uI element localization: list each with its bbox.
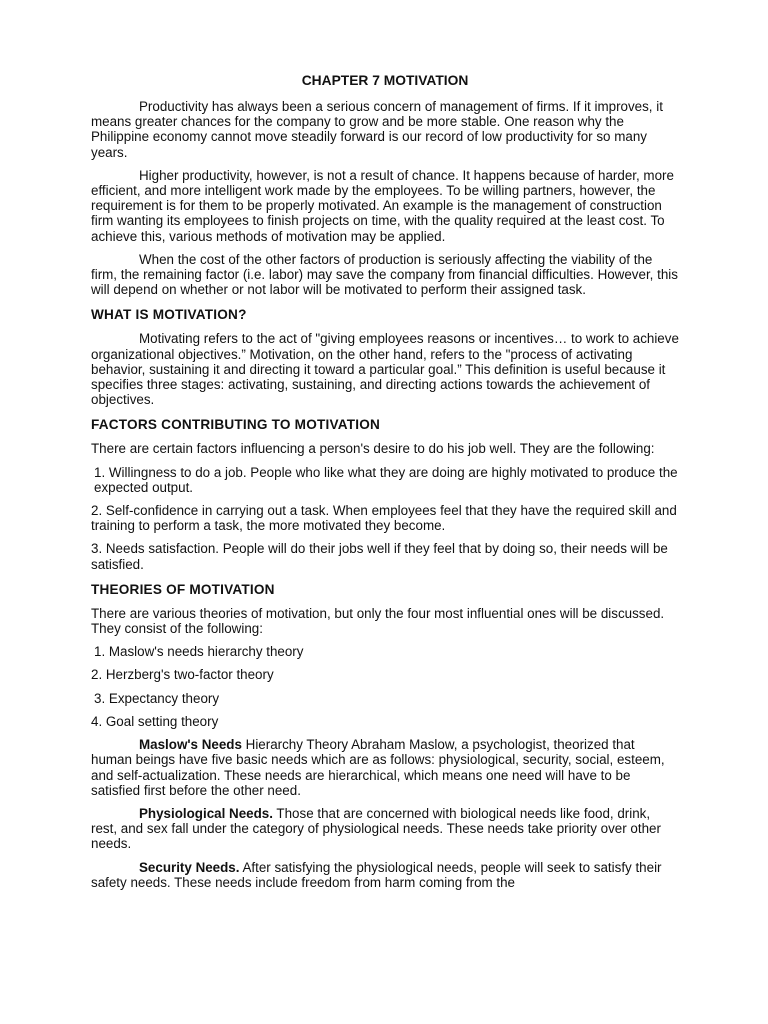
section-heading-what-is-motivation: WHAT IS MOTIVATION? — [91, 307, 247, 323]
factor-item-2: 2. Self-confidence in carrying out a task. When employees feel that they have the required skill and training to perform a task, the more motivated they become. — [91, 503, 677, 534]
section-heading-theories: THEORIES OF MOTIVATION — [91, 581, 275, 597]
chapter-title: CHAPTER 7 MOTIVATION — [301, 73, 469, 88]
factor-item-3: 3. Needs satisfaction. People will do their jobs well if they feel that by doing so, their needs will be satisfied. — [91, 541, 668, 572]
factor-item-1: 1. Willingness to do a job. People who like what they are doing are highly motivated to produce the expected output. — [94, 464, 678, 495]
theories-intro-paragraph: There are various theories of motivation, but only the four most influential ones will be discussed. They consist of the following: — [91, 605, 665, 637]
security-text: After satisfying the physiological needs, people will seek to satisfy their safety needs. These needs include freedom from harm coming from the — [91, 859, 662, 890]
physiological-text: Those that are concerned with biological needs like food, drink, rest, and sex fall under the category of physiological needs. These needs take priority over other needs. — [91, 805, 661, 852]
security-lead: Security Needs. — [139, 859, 240, 875]
factors-intro-paragraph: There are certain factors influencing a person's desire to do his job well. They are the following: — [91, 441, 655, 457]
document-body — [91, 72, 679, 898]
what-is-motivation-paragraph: Motivating refers to the act of "giving employees reasons or incentives… to work to achieve organizational objectives.” Motivation, on the other hand, refers to the "process of activating behavior, sustaining it and directing it toward a particular goal.” This definition is useful because it specifies three stages: activating, sustaining, and directing actions towards the achievement of objectives. — [91, 331, 679, 408]
intro-paragraph-1: Productivity has always been a serious concern of management of firms. If it improves, it means greater chances for the company to grow and be more stable. One reason why the Philippine economy cannot move steadily forward is our record of low productivity for so many years. — [91, 99, 663, 160]
maslow-text: Hierarchy Theory Abraham Maslow, a psychologist, theorized that human beings have five basic needs which are as follows: physiological, security, social, esteem, and self-actualization. These needs are hierarchical, which means one need will have to be satisfied first before the other need. — [91, 737, 665, 798]
maslow-paragraph — [91, 737, 679, 798]
section-heading-factors: FACTORS CONTRIBUTING TO MOTIVATION — [91, 417, 380, 433]
physiological-lead: Physiological Needs. — [139, 805, 273, 821]
intro-paragraph-3: When the cost of the other factors of production is seriously affecting the viability of the firm, the remaining factor (i.e. labor) may save the company from financial difficulties. However, this will depend on whether or not labor will be motivated to perform their assigned task. — [91, 251, 678, 298]
maslow-lead: Maslow's Needs — [139, 737, 242, 753]
security-paragraph — [91, 860, 679, 890]
theory-item-2: 2. Herzberg's two-factor theory — [91, 667, 274, 683]
intro-paragraph-2: Higher productivity, however, is not a result of chance. It happens because of harder, more efficient, and more intelligent work made by the employees. To be willing partners, however, the requirement is for them to be properly motivated. An example is the management of construction firm wanting its employees to finish projects on time, with the quality required at the least cost. To achieve this, various methods of motivation may be applied. — [91, 167, 674, 244]
theory-item-4: 4. Goal setting theory — [91, 713, 219, 729]
physiological-paragraph — [91, 806, 679, 852]
theory-item-3: 3. Expectancy theory — [94, 690, 220, 706]
theory-item-1: 1. Maslow's needs hierarchy theory — [94, 644, 304, 660]
